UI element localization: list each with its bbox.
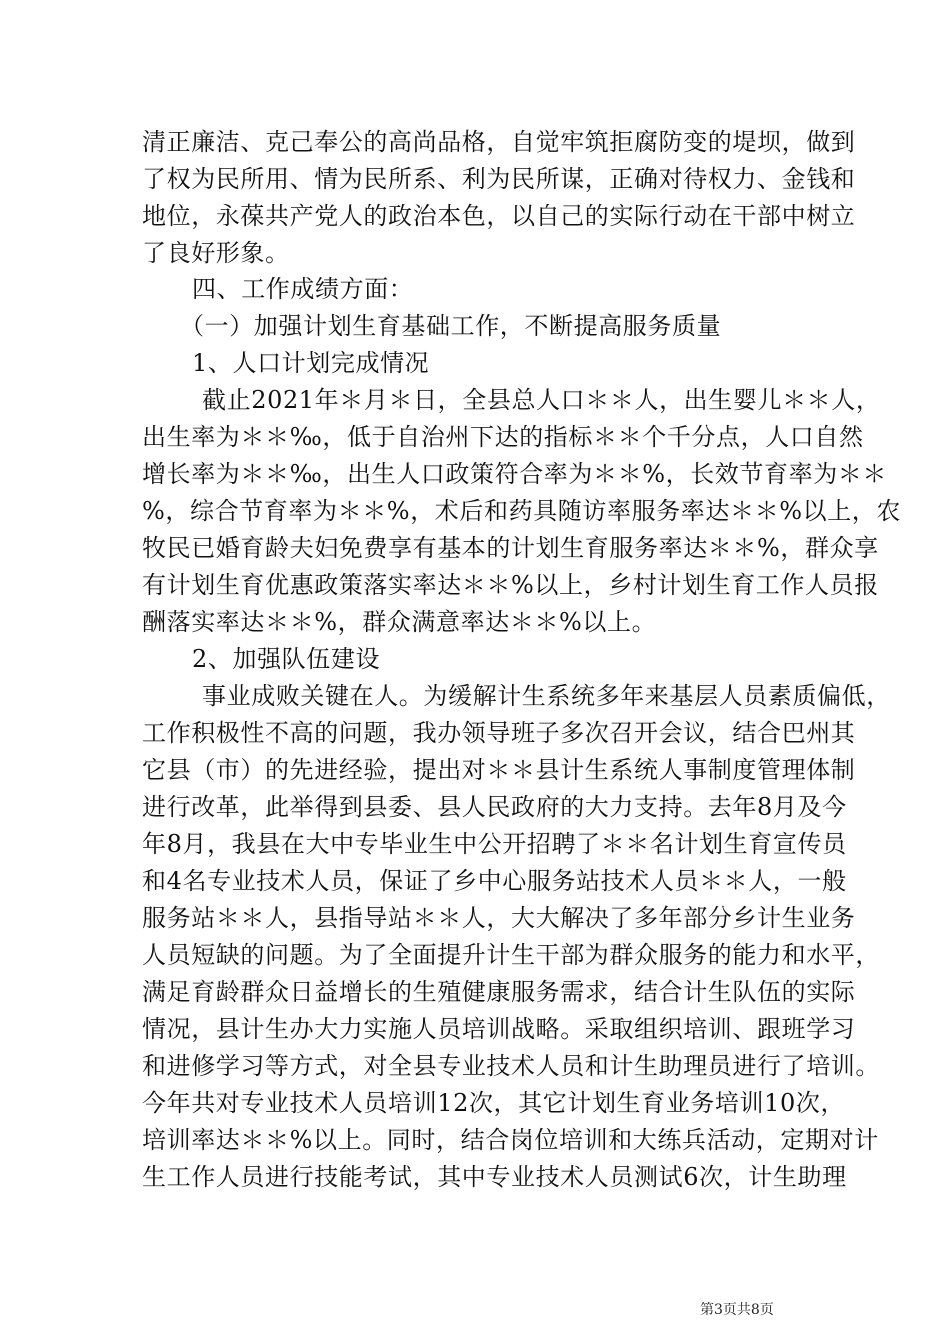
text-line: 截止2021年＊月＊日，全县总人口＊＊人，出生婴儿＊＊人， — [202, 386, 881, 414]
text-line: 培训率达＊＊%以上。同时，结合岗位培训和大练兵活动，定期对计 — [142, 1126, 879, 1154]
text-line: 酬落实率达＊＊%，群众满意率达＊＊%以上。 — [142, 608, 657, 636]
text-line: 出生率为＊＊‰，低于自治州下达的指标＊＊个千分点，人口自然 — [142, 423, 864, 451]
text-line: 和进修学习等方式，对全县专业技术人员和计生助理员进行了培训。 — [142, 1052, 880, 1080]
text-line: 满足育龄群众日益增长的生殖健康服务需求，结合计生队伍的实际 — [142, 978, 856, 1006]
text-line: 有计划生育优惠政策落实率达＊＊%以上，乡村计划生育工作人员报 — [142, 571, 879, 599]
text-line: 增长率为＊＊‰，出生人口政策符合率为＊＊%，长效节育率为＊＊ — [142, 460, 888, 488]
item-heading: 2、加强队伍建设 — [192, 645, 381, 673]
section-heading: 四、工作成绩方面： — [192, 275, 414, 303]
text-line: 清正廉洁、克己奉公的高尚品格，自觉牢筑拒腐防变的堤坝，做到 — [142, 128, 856, 156]
text-line: 生工作人员进行技能考试，其中专业技术人员测试6次，计生助理 — [142, 1163, 847, 1191]
item-heading: 1、人口计划完成情况 — [192, 349, 430, 377]
text-line: 年8月，我县在大中专毕业生中公开招聘了＊＊名计划生育宣传员 — [142, 830, 847, 858]
text-line: 牧民已婚育龄夫妇免费享有基本的计划生育服务率达＊＊%，群众享 — [142, 534, 879, 562]
page-number: 第3页共8页 — [700, 1302, 774, 1318]
text-line: 情况，县计生办大力实施人员培训战略。采取组织培训、跟班学习 — [142, 1015, 856, 1043]
text-line: %，综合节育率为＊＊%，术后和药具随访率服务率达＊＊%以上，农 — [142, 497, 902, 525]
text-line: 了权为民所用、情为民所系、利为民所谋，正确对待权力、金钱和 — [142, 165, 856, 193]
subsection-heading: （一）加强计划生育基础工作，不断提高服务质量 — [180, 312, 722, 340]
text-line: 事业成败关键在人。为缓解计生系统多年来基层人员素质偏低， — [202, 682, 891, 710]
text-line: 地位，永葆共产党人的政治本色，以自己的实际行动在干部中树立 — [142, 202, 856, 230]
text-line: 工作积极性不高的问题，我办领导班子多次召开会议，结合巴州其 — [142, 719, 856, 747]
text-line: 今年共对专业技术人员培训12次，其它计划生育业务培训10次， — [142, 1089, 846, 1117]
text-line: 服务站＊＊人，县指导站＊＊人，大大解决了多年部分乡计生业务 — [142, 904, 856, 932]
text-line: 进行改革，此举得到县委、县人民政府的大力支持。去年8月及今 — [142, 793, 847, 821]
text-line: 人员短缺的问题。为了全面提升计生干部为群众服务的能力和水平， — [142, 941, 880, 969]
text-line: 了良好形象。 — [142, 239, 290, 267]
text-line: 它县（市）的先进经验，提出对＊＊县计生系统人事制度管理体制 — [142, 756, 856, 784]
text-line: 和4名专业技术人员，保证了乡中心服务站技术人员＊＊人，一般 — [142, 867, 847, 895]
